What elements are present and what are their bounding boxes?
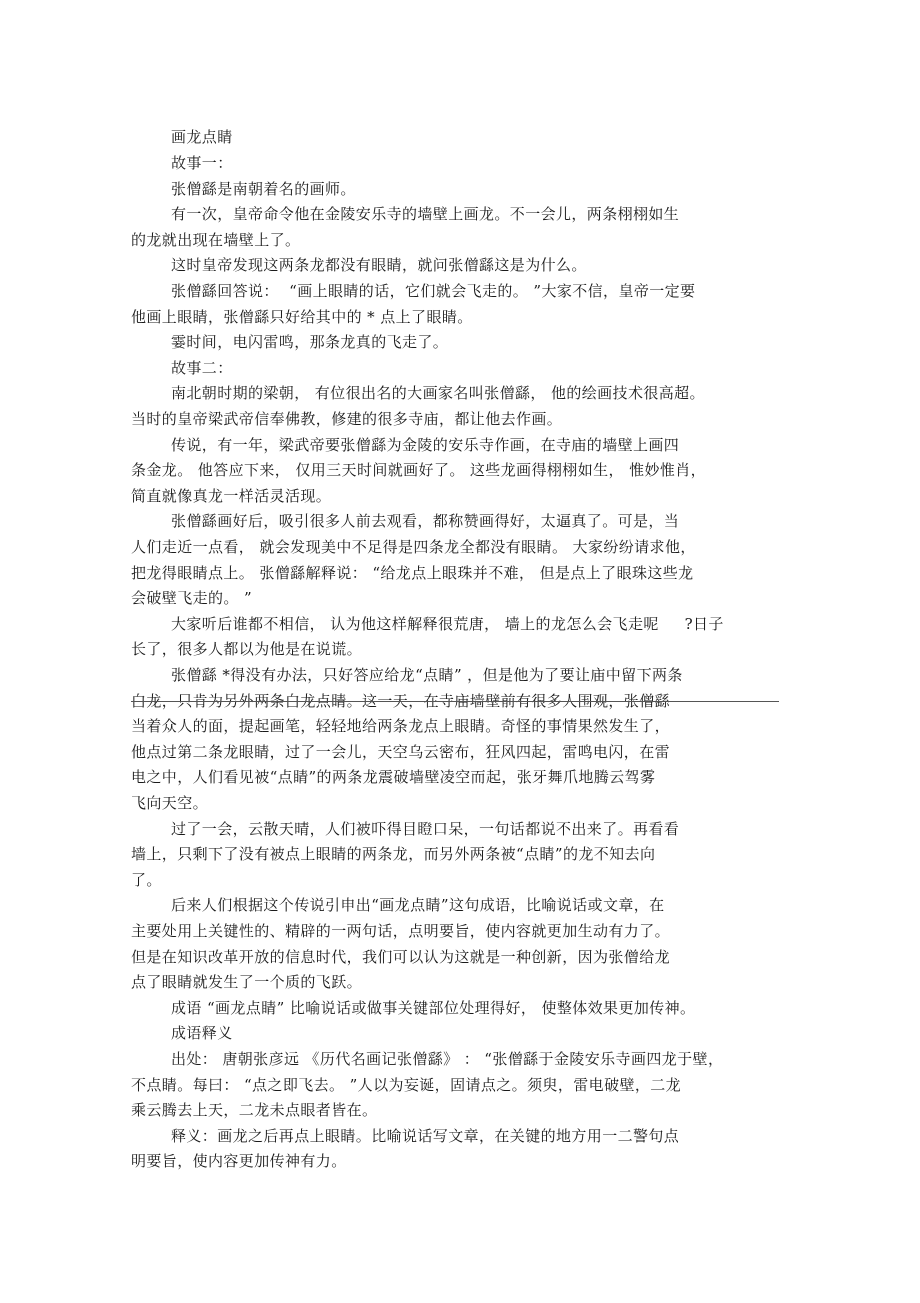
text-line: 他画上眼睛，张僧繇只好给其中的 * 点上了眼睛。: [131, 308, 473, 326]
text-line: 墙上，只剩下了没有被点上眼睛的两条龙，而另外两条被“点睛”的龙不知去向: [131, 845, 656, 863]
text-line: 会破壁飞走的。 ”: [131, 589, 253, 607]
text-line: 有一次，皇帝命令他在金陵安乐寺的墙壁上画龙。不一会儿，两条栩栩如生: [171, 205, 680, 223]
text-line: 张僧繇是南朝着名的画师。: [171, 180, 356, 198]
text-line: 张僧繇 *得没有办法，只好答应给龙“点睛” ，但是他为了要让庙中留下两条: [171, 666, 683, 684]
text-line: 条金龙。 他答应下来， 仅用三天时间就画好了。 这些龙画得栩栩如生， 惟妙惟肖，: [131, 461, 707, 479]
text-line: 当着众人的面，提起画笔，轻轻地给两条龙点上眼睛。奇怪的事情果然发生了，: [131, 717, 671, 735]
text-line: 张僧繇画好后，吸引很多人前去观看，都称赞画得好，太逼真了。可是，当: [171, 512, 680, 530]
text-line: 了。: [131, 871, 162, 889]
text-line: 他点过第二条龙眼睛，过了一会儿，天空乌云密布，狂风四起，雷鸣电闪，在雷: [131, 743, 671, 761]
horizontal-rule: [131, 701, 779, 702]
text-line: 成语释义: [171, 1024, 233, 1042]
text-line: 大家听后谁都不相信， 认为他这样解释很荒唐， 墙上的龙怎么会飞走呢 ?日子: [171, 615, 724, 633]
text-line: 把龙得眼睛点上。 张僧繇解释说： “给龙点上眼珠并不难， 但是点上了眼珠这些龙: [131, 564, 694, 582]
text-line: 简直就像真龙一样活灵活现。: [131, 487, 332, 505]
text-line: 飞向天空。: [131, 794, 209, 812]
text-line: 张僧繇回答说： “画上眼睛的话，它们就会飞走的。 ”大家不信，皇帝一定要: [171, 282, 696, 300]
text-line: 点了眼睛就发生了一个质的飞跃。: [131, 973, 363, 991]
text-line: 这时皇帝发现这两条龙都没有眼睛，就问张僧繇这是为什么。: [171, 256, 587, 274]
text-line: 白龙，只肯为另外两条白龙点睛。这一天，在寺庙墙壁前有很多人围观，张僧繇: [131, 692, 671, 710]
text-line: 明要旨，使内容更加传神有力。: [131, 1152, 347, 1170]
text-line: 故事一：: [171, 154, 233, 172]
text-line: 传说，有一年，梁武帝要张僧繇为金陵的安乐寺作画，在寺庙的墙壁上画四: [171, 436, 680, 454]
text-line: 主要处用上关键性的、精辟的一两句话，点明要旨，使内容就更加生动有力了。: [131, 922, 671, 940]
text-line: 人们走近一点看， 就会发现美中不足得是四条龙全都没有眼睛。 大家纷纷请求他，: [131, 538, 696, 556]
text-line: 当时的皇帝梁武帝信奉佛教，修建的很多寺庙，都让他去作画。: [131, 410, 563, 428]
text-line: 过了一会，云散天晴，人们被吓得目瞪口呆，一句话都说不出来了。再看看: [171, 820, 680, 838]
text-line: 故事二：: [171, 359, 233, 377]
text-line: 成语 “画龙点睛” 比喻说话或做事关键部位处理得好， 使整体效果更加传神。: [171, 999, 696, 1017]
text-line: 后来人们根据这个传说引申出“画龙点睛”这句成语，比喻说话或文章，在: [171, 896, 665, 914]
text-line: 南北朝时期的梁朝， 有位很出名的大画家名叫张僧繇， 他的绘画技术很高超。: [171, 384, 705, 402]
document-title: 画龙点睛: [171, 128, 233, 146]
text-line: 长了，很多人都以为他是在说谎。: [131, 640, 363, 658]
text-line: 霎时间，电闪雷鸣，那条龙真的飞走了。: [171, 333, 449, 351]
text-line: 不点睛。每曰： “点之即飞去。 ”人以为妄诞，固请点之。须臾，雷电破壁，二龙: [131, 1076, 682, 1094]
text-line: 但是在知识改革开放的信息时代，我们可以认为这就是一种创新，因为张僧给龙: [131, 948, 671, 966]
text-line: 乘云腾去上天，二龙未点眼者皆在。: [131, 1101, 378, 1119]
text-line: 电之中，人们看见被“点睛”的两条龙震破墙壁凌空而起，张牙舞爪地腾云驾雾: [131, 768, 656, 786]
text-line: 释义：画龙之后再点上眼睛。比喻说话写文章，在关键的地方用一二警句点: [171, 1127, 680, 1145]
text-line: 的龙就出现在墙壁上了。: [131, 231, 301, 249]
text-line: 出处： 唐朝张彦远 《历代名画记张僧繇》 ： “张僧繇于金陵安乐寺画四龙于壁，: [171, 1050, 724, 1068]
